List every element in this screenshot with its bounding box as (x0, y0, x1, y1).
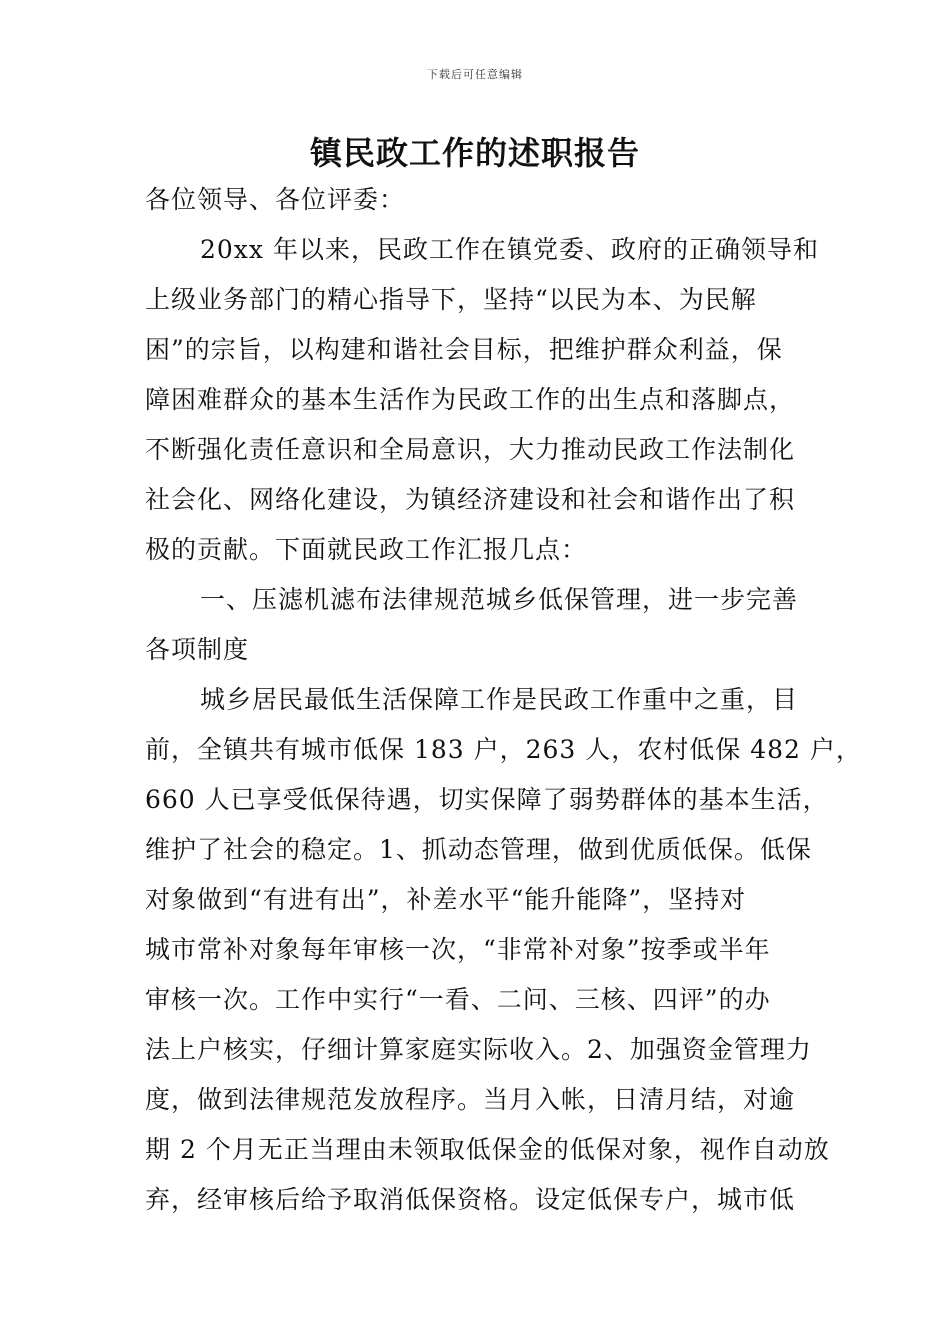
paragraph-line: 期 2 个月无正当理由未领取低保金的低保对象，视作自动放 (145, 1135, 830, 1164)
paragraph-line: 弃，经审核后给予取消低保资格。设定低保专户，城市低 (145, 1185, 796, 1214)
paragraph-line: 审核一次。工作中实行“一看、二问、三核、四评”的办 (145, 985, 771, 1014)
section-heading-line: 一、压滤机滤布法律规范城乡低保管理，进一步完善 (200, 585, 799, 614)
paragraph-line: 社会化、网络化建设，为镇经济建设和社会和谐作出了积 (145, 485, 796, 514)
paragraph-line: 法上户核实，仔细计算家庭实际收入。2、加强资金管理力 (145, 1035, 812, 1064)
paragraph-line: 前，全镇共有城市低保 183 户，263 人，农村低保 482 户， (145, 735, 862, 764)
section-heading-line: 各项制度 (145, 635, 250, 664)
paragraph-line: 困”的宗旨，以构建和谐社会目标，把维护群众利益，保 (145, 335, 783, 364)
paragraph-line: 20xx 年以来，民政工作在镇党委、政府的正确领导和 (200, 235, 819, 264)
paragraph-line: 对象做到“有进有出”，补差水平“能升能降”，坚持对 (145, 885, 747, 914)
paragraph-line: 不断强化责任意识和全局意识，大力推动民政工作法制化 (145, 435, 796, 464)
paragraph-line: 城市常补对象每年审核一次，“非常补对象”按季或半年 (145, 935, 771, 964)
paragraph-line: 660 人已享受低保待遇，切实保障了弱势群体的基本生活， (145, 785, 829, 814)
document-title: 镇民政工作的述职报告 (309, 134, 640, 172)
paragraph-line: 维护了社会的稳定。1、抓动态管理，做到优质低保。低保 (145, 835, 812, 864)
paragraph-line: 极的贡献。下面就民政工作汇报几点： (145, 535, 588, 564)
paragraph-line: 障困难群众的基本生活作为民政工作的出生点和落脚点， (145, 385, 796, 414)
salutation-line: 各位领导、各位评委： (145, 185, 406, 214)
header-note: 下载后可任意编辑 (427, 68, 523, 81)
paragraph-line: 上级业务部门的精心指导下，坚持“以民为本、为民解 (145, 285, 757, 314)
paragraph-line: 城乡居民最低生活保障工作是民政工作重中之重，目 (200, 685, 799, 714)
paragraph-line: 度，做到法律规范发放程序。当月入帐，日清月结，对逾 (145, 1085, 796, 1114)
